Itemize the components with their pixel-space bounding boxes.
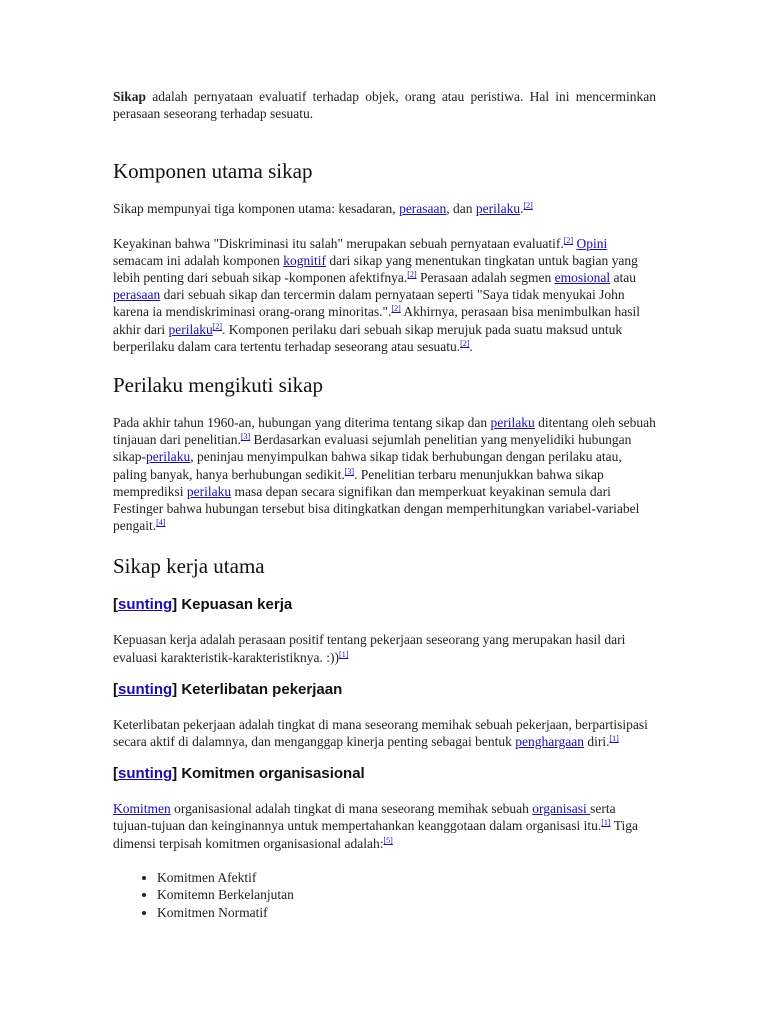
text: diri. — [583, 734, 610, 750]
link-kognitif[interactable]: kognitif — [283, 252, 326, 268]
citation-link[interactable]: [2] — [523, 201, 533, 211]
text: ditentang oleh sebuah tinjauan dari penelitian. — [113, 415, 656, 448]
link-perilaku[interactable]: perilaku — [168, 321, 213, 337]
link-emosional[interactable]: emosional — [554, 270, 611, 286]
komitmen-list — [113, 869, 656, 922]
link-penghargaan[interactable]: penghargaan — [515, 734, 584, 750]
text: dari sikap yang menentukan tingkatan untuk bagian yang lebih penting dari sebuah sikap -komponen afektifnya. — [113, 252, 638, 286]
link-organisasi[interactable]: organisasi — [532, 801, 591, 817]
article-body — [113, 88, 656, 921]
text: Sikap mempunyai tiga komponen utama: kesadaran, — [113, 201, 400, 217]
text: . Penelitian terbaru menunjukkan bahwa sikap memprediksi — [113, 466, 604, 499]
citation-link[interactable]: [2] — [563, 235, 574, 245]
intro-paragraph — [113, 88, 656, 122]
text: , dan — [446, 201, 476, 217]
text: Berdasarkan evaluasi sejumlah penelitian yang menyelidiki hubungan sikap- — [113, 432, 632, 465]
paragraph-kepuasan — [113, 631, 656, 665]
list-item: • Komitmen Afektif — [157, 869, 656, 887]
subsection-title: Kepuasan kerja — [181, 596, 293, 614]
text: . — [469, 338, 473, 354]
link-perilaku[interactable]: perilaku — [146, 449, 191, 465]
citation-link[interactable]: [2] — [391, 304, 401, 314]
text: serta tujuan-tujuan dan keinginannya untuk mempertahankan keanggotaan dalam organisasi itu. — [113, 801, 616, 834]
text: Pada akhir tahun 1960-an, hubungan yang diterima tentang sikap dan — [113, 415, 491, 431]
paragraph-perilaku-1 — [113, 414, 656, 534]
link-komitmen[interactable]: Komitmen — [113, 801, 171, 817]
citation-link[interactable]: [1] — [609, 734, 619, 744]
citation-link[interactable]: [2] — [212, 321, 223, 331]
text: Keterlibatan pekerjaan adalah tingkat di mana seseorang memihak sebuah pekerjaan, berpartisipasi secara aktif di dalamnya, dan menganggap kinerja penting sebagai bentuk — [113, 716, 648, 750]
intro-text: adalah pernyataan evaluatif terhadap objek, orang atau peristiwa. Hal ini mencerminkan perasaan seseorang terhadap sesuatu. — [113, 89, 656, 122]
citation-link[interactable]: [1] — [339, 649, 349, 659]
citation-link[interactable]: [1] — [601, 818, 611, 828]
text: masa depan secara signifikan dan memperkuat keyakinan semula dari Festinger bahwa hubungan tersebut bisa ditingkatkan dengan memperhitungkan variabel-variabel pengait. — [113, 483, 640, 534]
link-perilaku[interactable]: perilaku — [475, 201, 521, 217]
text: , peninjau menyimpulkan bahwa sikap tidak berhubungan dengan perilaku atau, paling banyak, hanya berhubungan sedikit. — [113, 449, 622, 482]
link-perasaan[interactable]: perasaan — [399, 201, 447, 217]
paragraph-komponen-1 — [113, 200, 656, 217]
citation-link[interactable]: [2] — [460, 338, 470, 348]
link-perasaan[interactable]: perasaan — [113, 287, 161, 303]
edit-link[interactable]: sunting — [118, 596, 173, 614]
text: organisasional adalah tingkat di mana seseorang memihak sebuah — [170, 801, 533, 817]
list-item: • Komitmen Normatif — [157, 904, 656, 922]
link-perilaku[interactable]: perilaku — [186, 483, 232, 499]
subsection-heading-keterlibatan: [sunting] Keterlibatan pekerjaan — [113, 680, 343, 698]
text: semacam ini adalah komponen — [113, 252, 284, 268]
edit-link[interactable]: sunting — [118, 680, 173, 698]
text: Kepuasan kerja adalah perasaan positif tentang pekerjaan seseorang yang merupakan hasil dari evaluasi karakteristik-karakteristiknya. :)) — [113, 632, 626, 665]
subsection-heading-komitmen: [sunting] Komitmen organisasional — [113, 765, 365, 783]
citation-link[interactable]: [3] — [240, 432, 251, 442]
paragraph-komponen-2 — [113, 235, 656, 355]
link-opini[interactable]: Opini — [576, 235, 608, 251]
text: . Komponen perilaku dari sebuah sikap merujuk pada suatu maksud untuk berperilaku dalam cara tertentu terhadap seseorang atau sesuatu. — [113, 321, 623, 354]
text: . — [520, 201, 524, 217]
citation-link[interactable]: [5] — [383, 835, 393, 845]
section-heading-perilaku: Perilaku mengikuti sikap — [113, 373, 323, 398]
subsection-heading-kepuasan: [sunting] Kepuasan kerja — [113, 596, 293, 614]
text: Perasaan adalah segmen — [416, 270, 555, 286]
link-perilaku[interactable]: perilaku — [490, 415, 535, 431]
intro-term: Sikap — [113, 89, 147, 104]
section-heading-komponen: Komponen utama sikap — [113, 159, 313, 184]
subsection-title: Komitmen organisasional — [181, 765, 365, 783]
citation-link[interactable]: [3] — [344, 466, 355, 476]
text: Keyakinan bahwa "Diskriminasi itu salah" merupakan sebuah pernyataan evaluatif. — [113, 235, 564, 251]
citation-link[interactable]: [2] — [407, 270, 417, 280]
edit-link[interactable]: sunting — [118, 765, 173, 783]
text: Akhirnya, perasaan bisa menimbulkan hasil akhir dari — [113, 304, 640, 337]
citation-link[interactable]: [4] — [156, 518, 166, 528]
paragraph-keterlibatan — [113, 716, 656, 750]
text: dari sebuah sikap dan tercermin dalam pernyataan seperti "Saya tidak menyukai John karena ia mendiskriminasi orang-orang minoritas.". — [113, 287, 625, 320]
text: atau — [610, 270, 636, 286]
subsection-title: Keterlibatan pekerjaan — [181, 680, 343, 698]
paragraph-komitmen — [113, 800, 656, 852]
text: Tiga dimensi terpisah komitmen organisasional adalah: — [113, 818, 638, 851]
section-heading-sikap-kerja: Sikap kerja utama — [113, 554, 265, 579]
list-item: • Komitemn Berkelanjutan — [157, 886, 656, 904]
